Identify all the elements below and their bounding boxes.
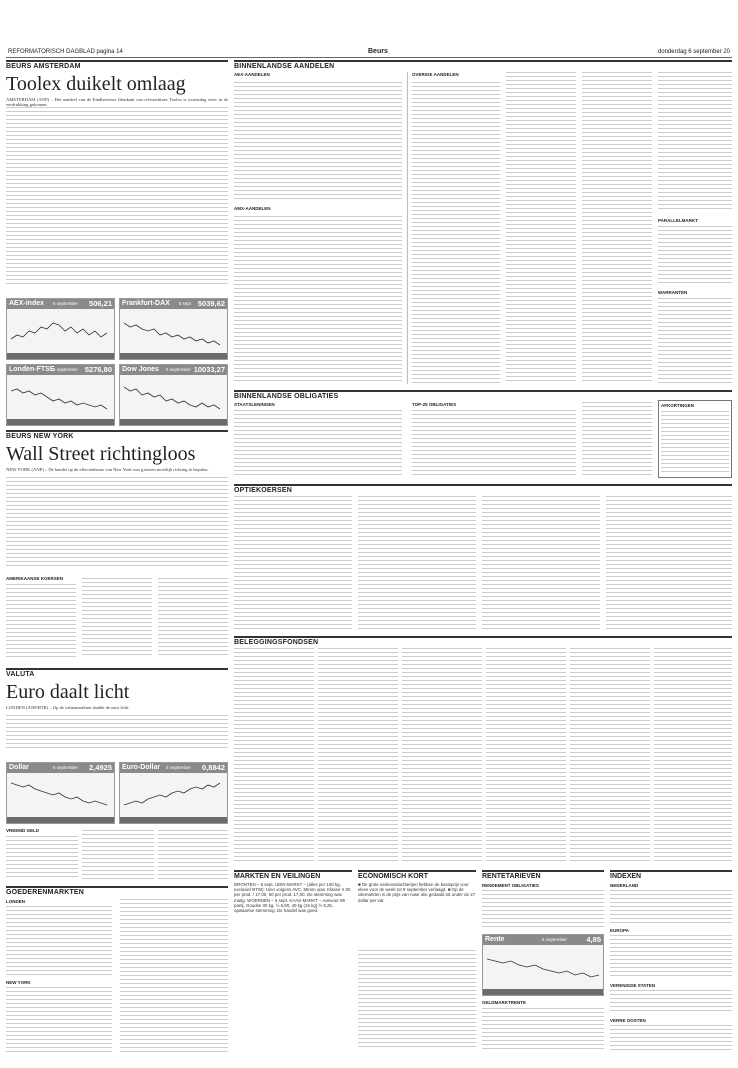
masthead [6, 48, 732, 58]
chart-name: Dollar [9, 764, 29, 771]
amx-table-rows [234, 216, 402, 384]
london-chart [6, 364, 115, 426]
dollar-line [7, 773, 114, 817]
chart-caption-bar [120, 817, 227, 823]
chart-name: Londen-FTSE [9, 366, 55, 373]
aex-chart [6, 298, 115, 360]
aex-table-rows [234, 82, 402, 202]
chart-date: 5 september [52, 367, 78, 372]
chart-date: 5 sept [178, 301, 191, 306]
goederenmarkten-table [6, 886, 228, 1056]
rentetarieven [482, 870, 604, 1056]
subheading-vs: VERENIGDE STATEN [610, 983, 656, 988]
subheading-europa: EUROPA [610, 928, 629, 933]
chart-value: 506,21 [89, 299, 112, 308]
indexen-rows [610, 890, 732, 924]
frankfurt-chart [119, 298, 228, 360]
fonds-rows-6 [654, 648, 732, 862]
section-heading: BEURS NEW YORK [6, 430, 228, 440]
subheading-geldmarkt: GELDMARKTRENTE [482, 1000, 526, 1005]
chart-date: 5 september [165, 765, 191, 770]
section-heading: ECONOMISCH KORT [358, 870, 476, 880]
section-heading: VALUTA [6, 668, 228, 678]
chart-value: 2,4925 [89, 763, 112, 772]
table-rows [82, 830, 154, 880]
chart-name: Frankfurt-DAX [122, 300, 170, 307]
section-heading: GOEDERENMARKTEN [6, 886, 228, 896]
chart-caption-bar [120, 419, 227, 425]
aex-line [7, 309, 114, 353]
vreemd-geld-table [6, 828, 228, 882]
economisch-body [358, 950, 476, 1050]
section-heading: BINNENLANDSE OBLIGATIES [234, 390, 732, 400]
subheading-overige: OVERIGE AANDELEN [412, 72, 459, 77]
top25-rows [412, 410, 576, 478]
table-heading: VREEMD GELD [6, 828, 40, 833]
overige-table-rows [658, 72, 732, 212]
afkortingen-box [658, 400, 732, 478]
chart-value: 4,85 [586, 935, 601, 944]
overige-table-rows [412, 82, 500, 384]
geldmarkt-rows [482, 1008, 604, 1052]
masthead-date: donderdag 6 september 20 [657, 49, 730, 55]
subheading-warranten: WARRANTEN [658, 290, 688, 295]
table-heading: AMERIKAANSE KOERSEN [6, 576, 64, 581]
chart-name: AEX-index [9, 300, 45, 307]
indexen-rows [610, 990, 732, 1014]
article-intro: AMSTERDAM (ANP) – Het aandeel van de Eindhovense fabrikant van cd-machines Toolex is woensdag weer in de verdrukking gekomen. [6, 97, 228, 108]
amsterdam-article [6, 60, 228, 315]
eurodollar-chart [119, 762, 228, 824]
subheading-top25: TOP-25 OBLIGATIES [412, 402, 457, 407]
chart-caption-bar [7, 817, 114, 823]
economisch-text: ■ De grote varkensslachterijen hebben de basisprijs voor vlees voor de week tot 9 september verlaagd. ■ Op de oliemarkten is de prijs van ruwe olie gedaald tot onder de 27 dollar per vat. [358, 882, 476, 903]
markten-text: DRONTEN – 5 sept. UIEN-MARKT – (alles per 100 kg, exclusief BTW): Uien volgens AVC, 55mm opw. Klasse II 30 per prod. / 17,00, 60 per prod. 17,00. De stemming was matig. WOERDEN – 5 sept. KAAS-MARKT – Aanvoer 89 partij. Goudse 30 kg. ½ 6,90, 40 kg (16 kg) ½ 9,25, opwaartse stemming. De handel was goed. [234, 882, 351, 914]
section-heading: MARKTEN EN VEILINGEN [234, 870, 352, 880]
parallel-table-rows [658, 226, 732, 286]
valuta-article [6, 668, 228, 756]
section-heading: RENTETARIEVEN [482, 870, 604, 880]
binnenlandse-obligaties [234, 390, 732, 480]
subheading-new-york: NEW YORK [6, 980, 31, 985]
chart-caption-bar [7, 353, 114, 359]
table-rows [6, 987, 112, 1053]
dowjones-line [120, 375, 227, 419]
london-line [7, 375, 114, 419]
chart-date: 5 september [52, 301, 78, 306]
optiekoersen [234, 484, 732, 632]
subheading-parallelmarkt: PARALLELMARKT [658, 218, 698, 223]
headline: Euro daalt licht [6, 681, 130, 703]
table-rows [158, 578, 228, 658]
newyork-article [6, 430, 228, 570]
subheading-amx: AMX-AANDELEN [234, 206, 271, 211]
newspaper-page [6, 48, 732, 1058]
section-heading: BINNENLANDSE AANDELEN [234, 60, 732, 70]
chart-value: 0,8842 [202, 763, 225, 772]
markten-veilingen [234, 870, 352, 1056]
masthead-left: REFORMATORISCH DAGBLAD pagina 14 [8, 49, 123, 55]
article-body [6, 107, 228, 287]
masthead-section: Beurs [368, 48, 388, 55]
fonds-rows-2 [318, 648, 398, 862]
beleggingsfondsen [234, 636, 732, 866]
chart-caption-bar [7, 419, 114, 425]
economisch-kort [358, 870, 476, 1056]
chart-date: 5 september [541, 937, 567, 942]
staatsleningen-rows [234, 410, 402, 478]
overige-table-rows [582, 72, 652, 384]
table-rows [6, 584, 76, 658]
fonds-rows-3 [402, 648, 482, 862]
subheading-londen: LONDEN [6, 899, 25, 904]
article-intro: NEW YORK (ANP) – De handel op de effectenbeurs van New York was gisteren moeilijk richting te bepalen. [6, 467, 209, 472]
section-heading: OPTIEKOERSEN [234, 484, 732, 494]
dowjones-chart [119, 364, 228, 426]
table-rows [120, 899, 228, 1053]
headline: Wall Street richtingloos [6, 443, 196, 465]
amerikaanse-koersen-table [6, 576, 228, 660]
chart-value: 5276,80 [84, 365, 112, 374]
article-body [6, 715, 228, 751]
eurodollar-line [120, 773, 227, 817]
section-heading: INDEXEN [610, 870, 732, 880]
warranten-table-rows [658, 298, 732, 384]
chart-name: Dow Jones [122, 366, 159, 373]
indexen-rows [610, 935, 732, 979]
fonds-rows-1 [234, 648, 314, 862]
fonds-rows-4 [486, 648, 566, 862]
overige-table-rows [506, 72, 576, 384]
chart-date: 5 september [52, 765, 78, 770]
frankfurt-line [120, 309, 227, 353]
indexen-rows [610, 1025, 732, 1053]
column-divider [407, 72, 408, 384]
optie-rows-2 [358, 496, 476, 630]
chart-caption-bar [483, 989, 603, 995]
article-body [6, 477, 228, 567]
optie-rows-4 [606, 496, 732, 630]
optie-rows-1 [234, 496, 352, 630]
rente-line [483, 945, 603, 989]
chart-date: 5 september [165, 367, 191, 372]
table-rows [6, 836, 78, 880]
subheading-rendement: RENDEMENT OBLIGATIES [482, 883, 539, 888]
subheading-staatsleningen: STAATSLENINGEN [234, 402, 275, 407]
dollar-chart [6, 762, 115, 824]
chart-value: 10033,27 [193, 365, 225, 374]
obligaties-extra-rows [582, 402, 652, 478]
table-rows [158, 830, 228, 880]
chart-caption-bar [120, 353, 227, 359]
rente-chart [482, 934, 604, 996]
chart-name: Rente [485, 936, 505, 943]
indexen [610, 870, 732, 1056]
chart-value: 5039,62 [197, 299, 225, 308]
afkortingen-rows [661, 411, 729, 475]
afkortingen-heading: AFKORTINGEN [661, 403, 694, 408]
table-rows [6, 906, 112, 976]
optie-rows-3 [482, 496, 600, 630]
table-rows [82, 578, 152, 658]
subheading-aex: AEX-AANDELEN [234, 72, 270, 77]
binnenlandse-aandelen [234, 60, 732, 386]
subheading-nederland: NEDERLAND [610, 883, 639, 888]
subheading-verre-oosten: VERRE OOSTEN [610, 1018, 646, 1023]
section-heading: BELEGGINGSFONDSEN [234, 636, 732, 646]
chart-name: Euro-Dollar [122, 764, 161, 771]
article-intro: LONDEN (ANP/RTR) – Op de valutamarkten daalde de euro licht. [6, 705, 130, 710]
rente-rows [482, 890, 604, 930]
headline: Toolex duikelt omlaag [6, 73, 186, 95]
section-heading: BEURS AMSTERDAM [6, 60, 228, 70]
fonds-rows-5 [570, 648, 650, 862]
